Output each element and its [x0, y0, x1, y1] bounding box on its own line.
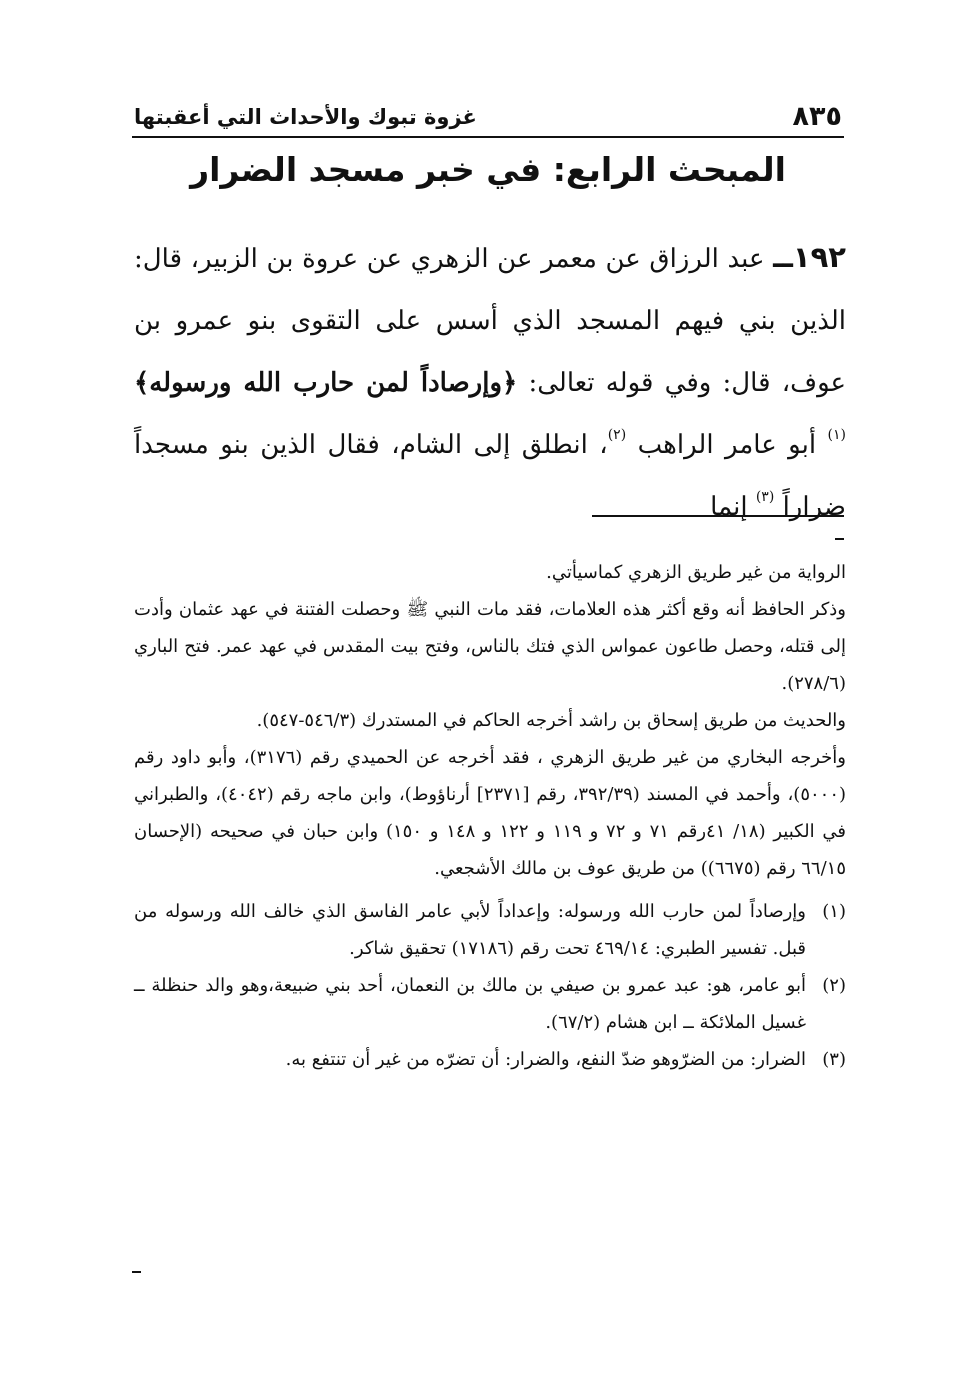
footnote-2 — [134, 967, 846, 1041]
running-head — [132, 100, 844, 138]
continued-note-line: الرواية من غير طريق الزهري كماسيأتي. — [546, 562, 846, 583]
continued-note-paragraph: وذكر الحافظ أنه وقع أكثر هذه العلامات، فقد مات النبي ﷺ وحصلت الفتنة في عهد عثمان وأدت إلى قتله، وحصل طاعون عمواس الذي فتك بالناس، وفتح بيت المقدس في عهد عمر. فتح الباري (٢٧٨/٦). — [134, 599, 846, 694]
continued-note-paragraph: وأخرجه البخاري من غير طريق الزهري ، فقد أخرجه عن الحميدي رقم (٣١٧٦)، وأبو داود رقم (٥٠٠٠)، وأحمد في المسند (٣٩٢/٣٩، رقم [٢٣٧١] أرناؤوط)، وابن ماجه رقم (٤٠٤٢)، والطبراني في الكبير (١٨/ ٤١رقم ٧١ و ٧٢ و ١١٩ و ١٢٢ و ١٤٨ و ١٥٠) وابن حبان في صحيحه (الإحسان ٦٦/١٥ رقم (٦٦٧٥)) من طريق عوف بن مالك الأشجعي. — [134, 747, 847, 879]
hadith-number: ١٩٢ــ — [773, 240, 847, 274]
hadith-text-part: عبد الرزاق عن معمر عن الزهري عن عروة بن الزبير، قال: الذين بني فيهم المسجد الذي أسس على التقوى بنو عمرو بن عوف، قال: وفي قوله تعالى: — [134, 244, 847, 398]
footnote-text: الضرار: من الضرّوهو ضدّ النفع، والضرار: أن تضرّه من غير أن تنتفع به. — [285, 1049, 806, 1070]
footnote-separator — [592, 515, 844, 517]
running-title: غزوة تبوك والأحداث التي أعقبتها — [134, 105, 477, 129]
footnote-number: (١) — [822, 901, 846, 922]
footnote-ref[interactable]: (٣) — [755, 489, 775, 505]
page-number: ٨٣٥ — [792, 101, 842, 132]
quran-quote: ﴿وإرصاداً لمن حارب الله ورسوله﴾ — [134, 368, 518, 398]
hadith-paragraph — [134, 226, 846, 538]
hadith-text-part: أبو عامر الراهب — [637, 430, 817, 460]
page-dash — [835, 538, 844, 540]
section-title: المبحث الرابع: في خبر مسجد الضرار — [190, 150, 786, 189]
page-dash — [132, 1271, 141, 1273]
footnote-1 — [134, 893, 846, 967]
hadith-text-part: ، انطلق إلى الشام، فقال الذين بنو مسجداً ضراراً — [134, 430, 846, 522]
footnote-ref[interactable]: (١) — [827, 427, 846, 443]
footnote-number: (٣) — [822, 1049, 846, 1070]
hadith-text-part: إنما — [710, 492, 748, 522]
footnote-text: أبو عامر، هو: عبد عمرو بن صيفي بن مالك بن النعمان، أحد بني ضبيعة،وهو والد حنظلة ــ غسيل الملائكة ــ ابن هشام (٦٧/٢). — [134, 975, 806, 1033]
continued-note-paragraph: والحديث من طريق إسحاق بن راشد أخرجه الحاكم في المستدرك (٥٤٦/٣-٥٤٧). — [256, 710, 846, 731]
footnote-3 — [134, 1041, 846, 1078]
footnote-number: (٢) — [822, 975, 846, 996]
footnotes-area — [134, 554, 846, 1078]
footnote-ref[interactable]: (٢) — [607, 427, 627, 443]
footnote-text: وإرصاداً لمن حارب الله ورسوله: وإعداداً لأبي عامر الفاسق الذي خالف الله ورسوله من قبل. تفسير الطبري: ٤٦٩/١٤ تحت رقم (١٧١٨٦) تحقيق شاكر. — [134, 901, 806, 959]
